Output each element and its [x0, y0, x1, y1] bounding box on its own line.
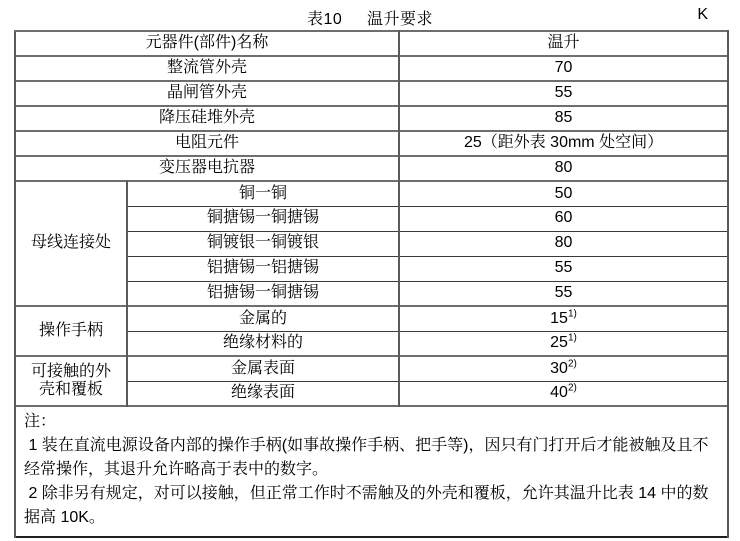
table-row [15, 131, 728, 156]
notes-cell [15, 406, 728, 537]
group-label-cell: 可接触的外壳和覆板 [15, 356, 127, 406]
temp-rise-cell [399, 81, 728, 106]
component-name-cell: 降压硅堆外壳 [15, 106, 399, 131]
notes-row [15, 406, 728, 537]
table-row [15, 181, 728, 206]
component-name-cell: 变压器电抗器 [15, 156, 399, 181]
component-name-cell: 电阻元件 [15, 131, 399, 156]
footnote-marker: 2) [567, 358, 577, 370]
temp-rise-value: 55 [554, 259, 573, 277]
header-component-name: 元器件(部件)名称 [15, 31, 399, 56]
temp-rise-cell [399, 181, 728, 206]
component-name-cell: 铝搪锡一铝搪锡 [127, 256, 399, 281]
temp-rise-cell [399, 156, 728, 181]
header-temp-rise: 温升 [399, 31, 728, 56]
temp-rise-value: 80 [554, 159, 573, 177]
footnote-marker: 1) [567, 332, 577, 344]
temp-rise-cell [399, 306, 728, 331]
component-name-cell: 金属的 [127, 306, 399, 331]
temp-rise-cell [399, 231, 728, 256]
temp-rise-value: 70 [554, 59, 573, 77]
temp-rise-cell [399, 331, 728, 356]
temp-rise-value: 85 [554, 109, 573, 127]
footnote-marker: 1) [567, 308, 577, 320]
temp-rise-cell [399, 356, 728, 381]
notes-label: 注： [24, 413, 57, 430]
table-title: 表10 温升要求 [306, 11, 434, 28]
component-name-cell: 铜搪锡一铜搪锡 [127, 206, 399, 231]
temp-rise-value: 25（距外表 30mm 处空间） [463, 134, 664, 152]
temp-rise-cell [399, 256, 728, 281]
temp-rise-cell [399, 131, 728, 156]
component-name-cell: 铝搪锡一铜搪锡 [127, 281, 399, 306]
temp-rise-value: 40 [550, 384, 568, 402]
table-row [15, 356, 728, 381]
table-row [15, 81, 728, 106]
table-header-row [15, 31, 728, 56]
temp-rise-value: 30 [550, 359, 568, 377]
temp-rise-cell [399, 381, 728, 406]
table-row [15, 106, 728, 131]
component-name-cell: 金属表面 [127, 356, 399, 381]
table-row [15, 156, 728, 181]
group-label-cell: 母线连接处 [15, 181, 127, 306]
component-name-cell: 晶闸管外壳 [15, 81, 399, 106]
temp-rise-table [14, 30, 729, 538]
temp-rise-value: 80 [554, 234, 573, 252]
component-name-cell: 铜镀银一铜镀银 [127, 231, 399, 256]
unit-label: K [697, 6, 708, 23]
temp-rise-cell [399, 56, 728, 81]
temp-rise-value: 50 [554, 184, 573, 202]
component-name-cell: 整流管外壳 [15, 56, 399, 81]
component-name-cell: 绝缘表面 [127, 381, 399, 406]
table-row [15, 56, 728, 81]
temp-rise-value: 60 [554, 209, 573, 227]
temp-rise-value: 55 [554, 284, 573, 302]
group-label-cell: 操作手柄 [15, 306, 127, 356]
table-row [15, 306, 728, 331]
temp-rise-value: 55 [554, 84, 573, 102]
component-name-cell: 绝缘材料的 [127, 331, 399, 356]
title-bar [0, 4, 740, 28]
temp-rise-cell [399, 281, 728, 306]
temp-rise-cell [399, 106, 728, 131]
note-item-2: 2 除非另有规定，对可以接触，但正常工作时不需触及的外壳和覆板，允许其温升比表 14 中的数据高 10K。 [24, 485, 709, 526]
note-item-1: 1 装在直流电源设备内部的操作手柄(如事故操作手柄、把手等)，因只有门打开后才能被触及且不经常操作，其退升允许略高于表中的数字。 [24, 437, 709, 478]
temp-rise-value: 15 [550, 309, 568, 327]
footnote-marker: 2) [567, 382, 577, 394]
temp-rise-cell [399, 206, 728, 231]
component-name-cell: 铜一铜 [127, 181, 399, 206]
temp-rise-value: 25 [550, 334, 568, 352]
